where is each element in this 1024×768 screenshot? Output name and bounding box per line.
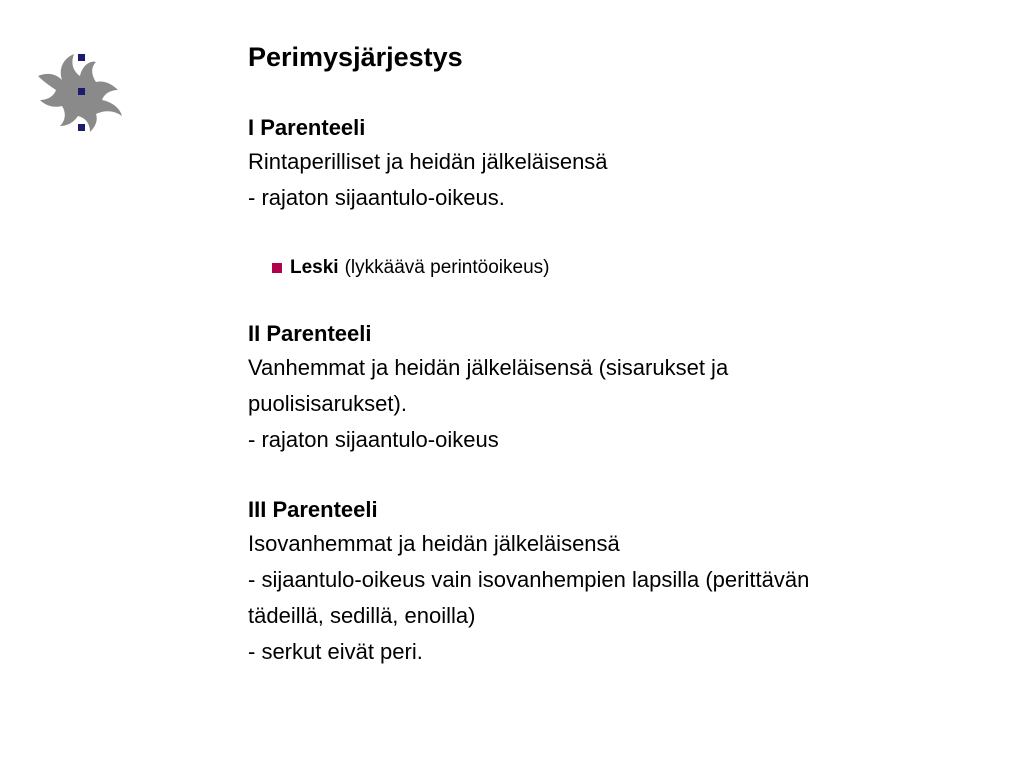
section-line: puolisisarukset).: [248, 391, 407, 416]
section-i-parenteeli: [248, 114, 1008, 282]
section-line: - rajaton sijaantulo-oikeus: [248, 427, 499, 452]
university-flame-logo-icon: [34, 46, 126, 138]
section-line: Vanhemmat ja heidän jälkeläisensä (sisarukset ja: [248, 355, 729, 380]
section-line: - sijaantulo-oikeus vain isovanhempien lapsilla (perittävän: [248, 567, 810, 592]
section-ii-parenteeli: [248, 320, 1008, 458]
slide-content: [248, 40, 1008, 670]
section-heading: II Parenteeli: [248, 321, 372, 346]
logo-dot-middle: [78, 88, 85, 95]
section-heading: III Parenteeli: [248, 497, 378, 522]
logo-dot-top: [78, 54, 85, 61]
section-heading: I Parenteeli: [248, 115, 366, 140]
section-line: Rintaperilliset ja heidän jälkeläisensä: [248, 149, 608, 174]
section-line: - serkut eivät peri.: [248, 639, 423, 664]
section-line: Isovanhemmat ja heidän jälkeläisensä: [248, 531, 620, 556]
bullet-bold-text: Leski: [290, 257, 339, 278]
square-bullet-icon: [272, 263, 282, 273]
bullet-text: (lykkäävä perintöoikeus): [344, 257, 550, 278]
slide-title: Perimysjärjestys: [248, 42, 463, 72]
logo-dot-bottom: [78, 124, 85, 131]
section-line: - rajaton sijaantulo-oikeus.: [248, 185, 505, 210]
section-iii-parenteeli: [248, 496, 1008, 670]
bullet-item-leski: [272, 254, 1008, 282]
section-line: tädeillä, sedillä, enoilla): [248, 603, 476, 628]
